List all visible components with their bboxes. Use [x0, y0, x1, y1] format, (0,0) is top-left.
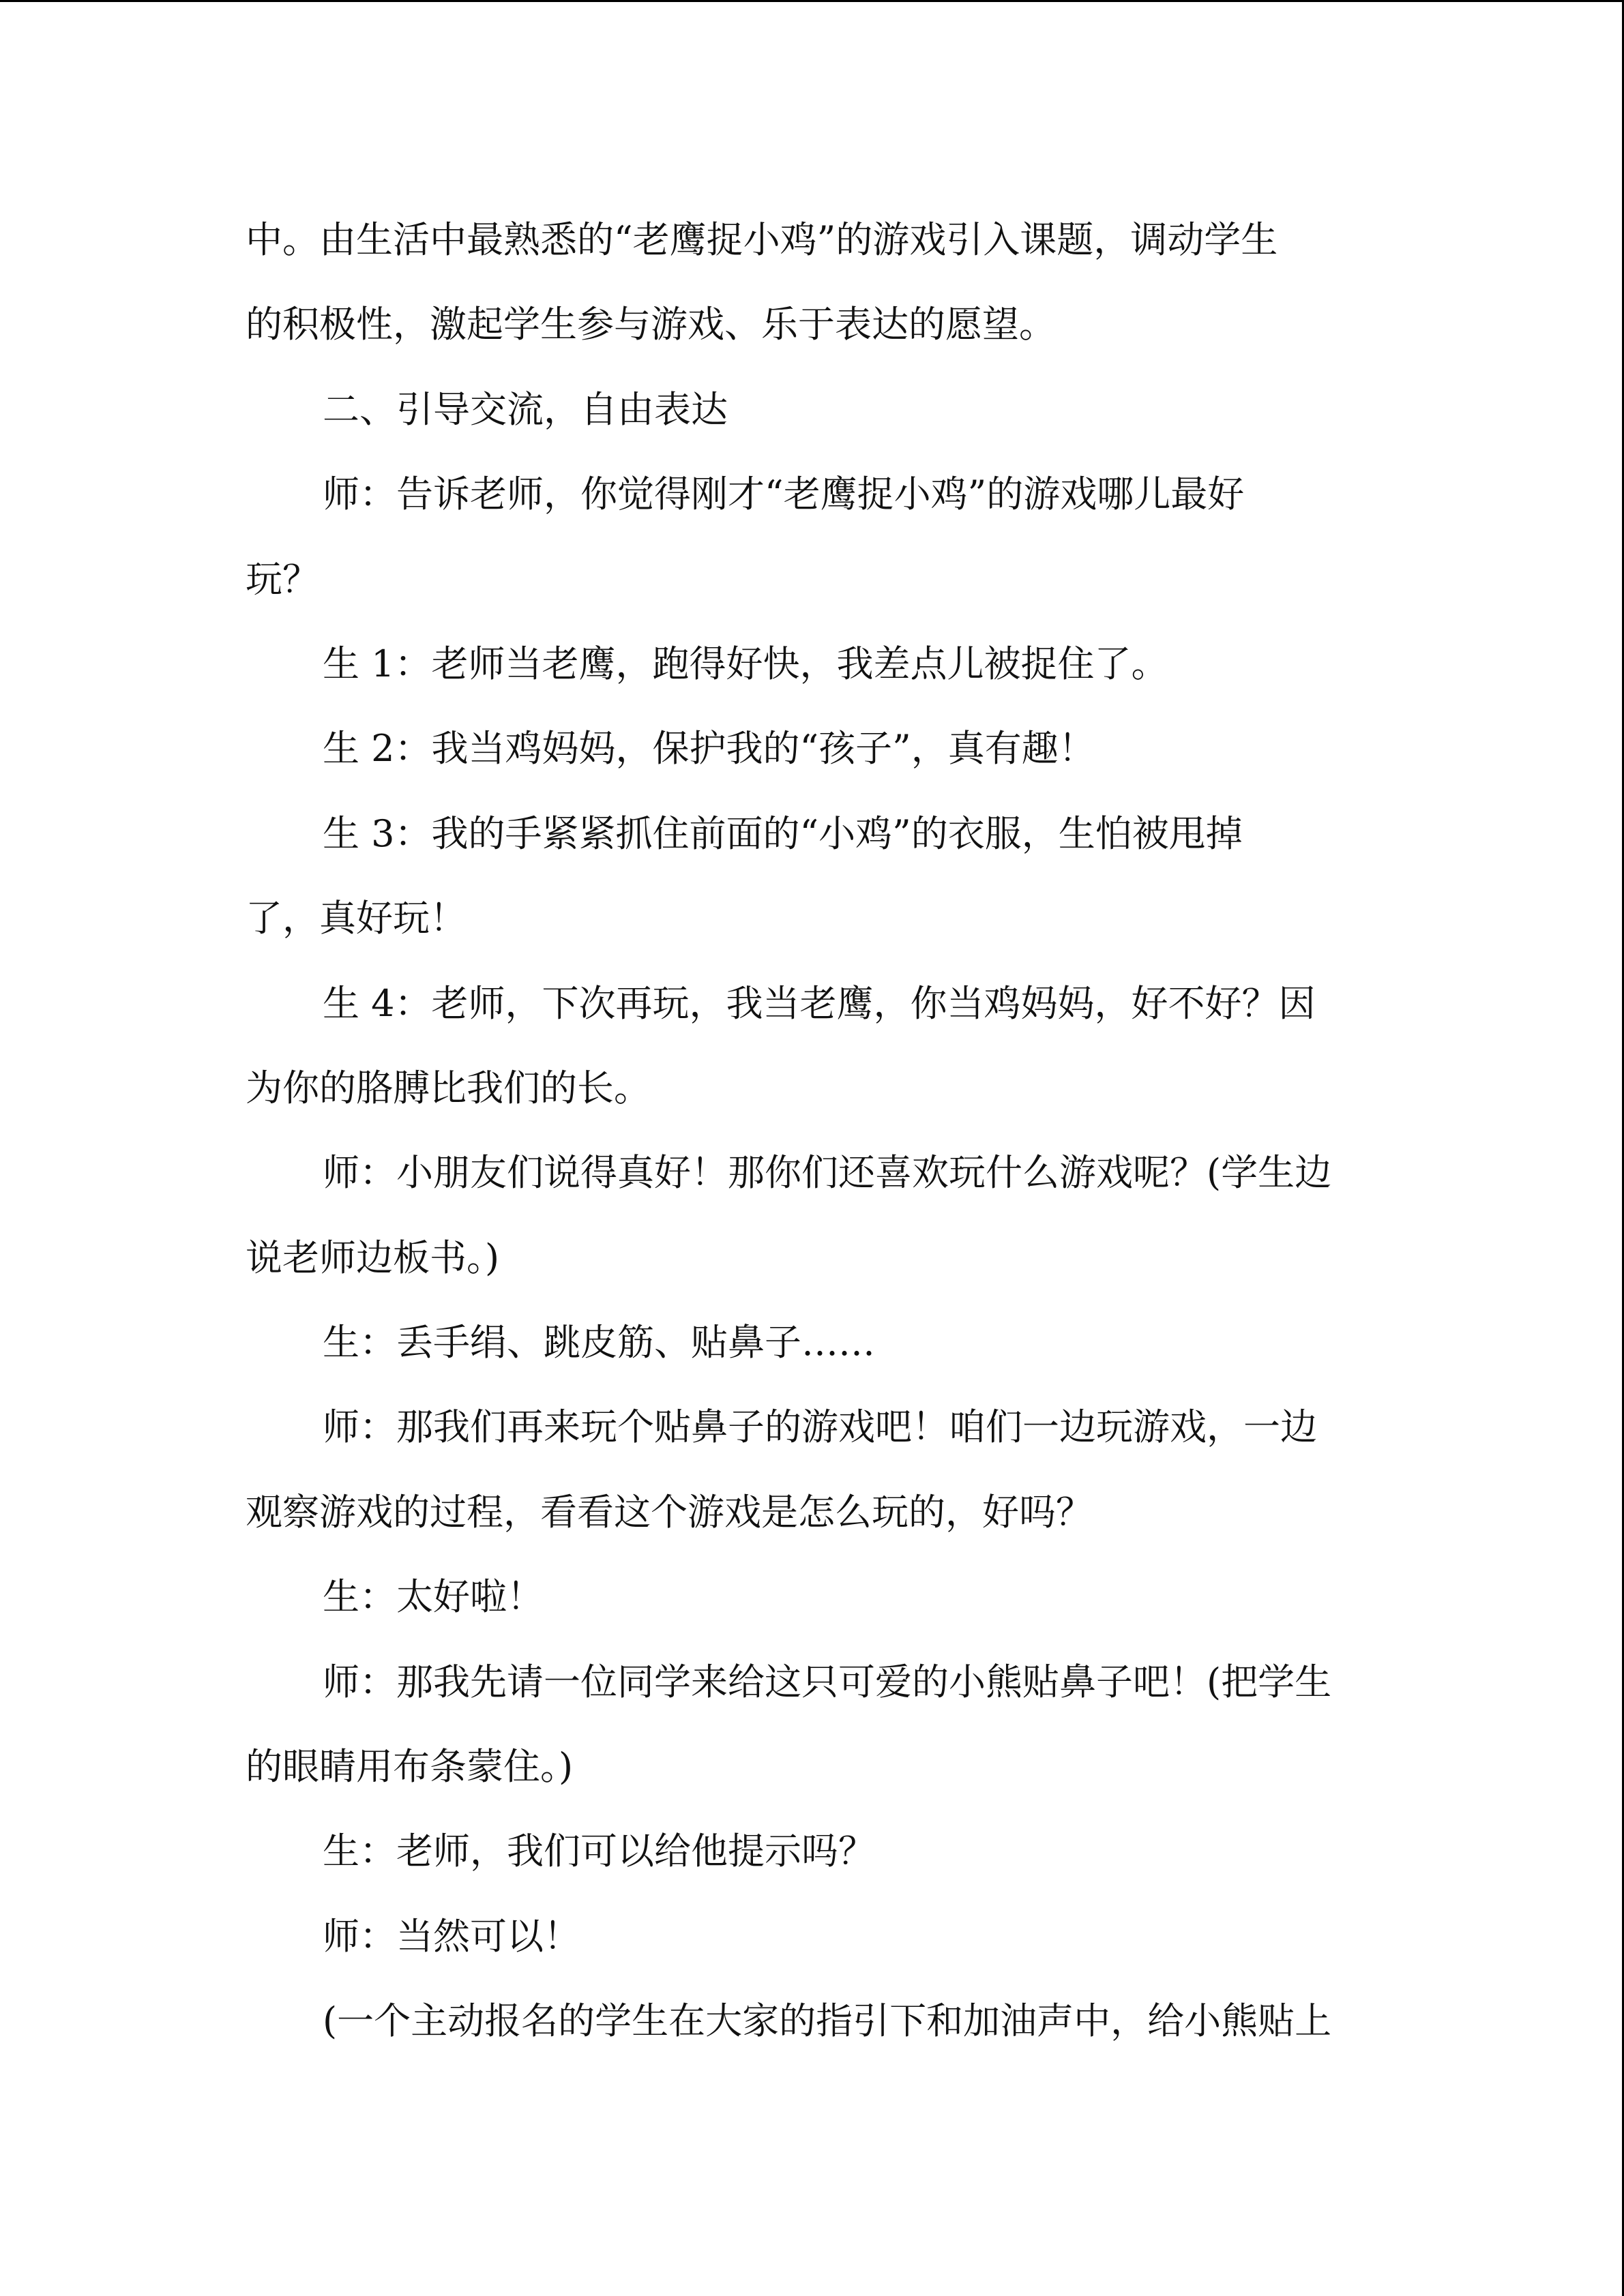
- text-line: 生 1：老师当老鹰，跑得好快，我差点儿被捉住了。: [323, 642, 1168, 685]
- text-line: 师：那我先请一位同学来给这只可爱的小熊贴鼻子吧！(把学生: [323, 1660, 1332, 1703]
- text-line: 生：太好啦！: [323, 1575, 544, 1619]
- text-line: 师：那我们再来玩个贴鼻子的游戏吧！咱们一边玩游戏，一边: [323, 1405, 1317, 1449]
- text-line: 师：当然可以！: [323, 1914, 580, 1958]
- text-line: 了，真好玩！: [246, 897, 467, 940]
- text-line: 生 4：老师，下次再玩，我当老鹰，你当鸡妈妈，好不好？因: [323, 981, 1316, 1025]
- text-line: 生 3：我的手紧紧抓住前面的“小鸡”的衣服，生怕被甩掉: [323, 811, 1243, 855]
- text-line: 生：老师，我们可以给他提示吗？: [323, 1830, 875, 1873]
- text-line: 的眼睛用布条蒙住。): [246, 1745, 574, 1789]
- text-line: 说老师边板书。): [246, 1236, 500, 1279]
- text-line: 师：小朋友们说得真好！那你们还喜欢玩什么游戏呢？(学生边: [323, 1151, 1332, 1195]
- text-line: 中。由生活中最熟悉的“老鹰捉小鸡”的游戏引入课题，调动学生: [246, 218, 1278, 261]
- text-line: (一个主动报名的学生在大家的指引下和加油声中，给小熊贴上: [323, 1999, 1332, 2043]
- text-line: 生：丢手绢、跳皮筋、贴鼻子……: [323, 1321, 875, 1365]
- text-line: 生 2：我当鸡妈妈，保护我的“孩子”，真有趣！: [323, 727, 1095, 771]
- text-line: 的积极性，激起学生参与游戏、乐于表达的愿望。: [246, 303, 1056, 346]
- text-line: 观察游戏的过程，看看这个游戏是怎么玩的，好吗？: [246, 1490, 1093, 1534]
- section-heading: 二、引导交流，自由表达: [323, 387, 728, 431]
- text-line: 为你的胳膊比我们的长。: [246, 1066, 651, 1109]
- text-line: 师：告诉老师，你觉得刚才“老鹰捉小鸡”的游戏哪儿最好: [323, 473, 1245, 516]
- document-body: [246, 210, 1378, 2076]
- text-line: 玩？: [246, 557, 319, 601]
